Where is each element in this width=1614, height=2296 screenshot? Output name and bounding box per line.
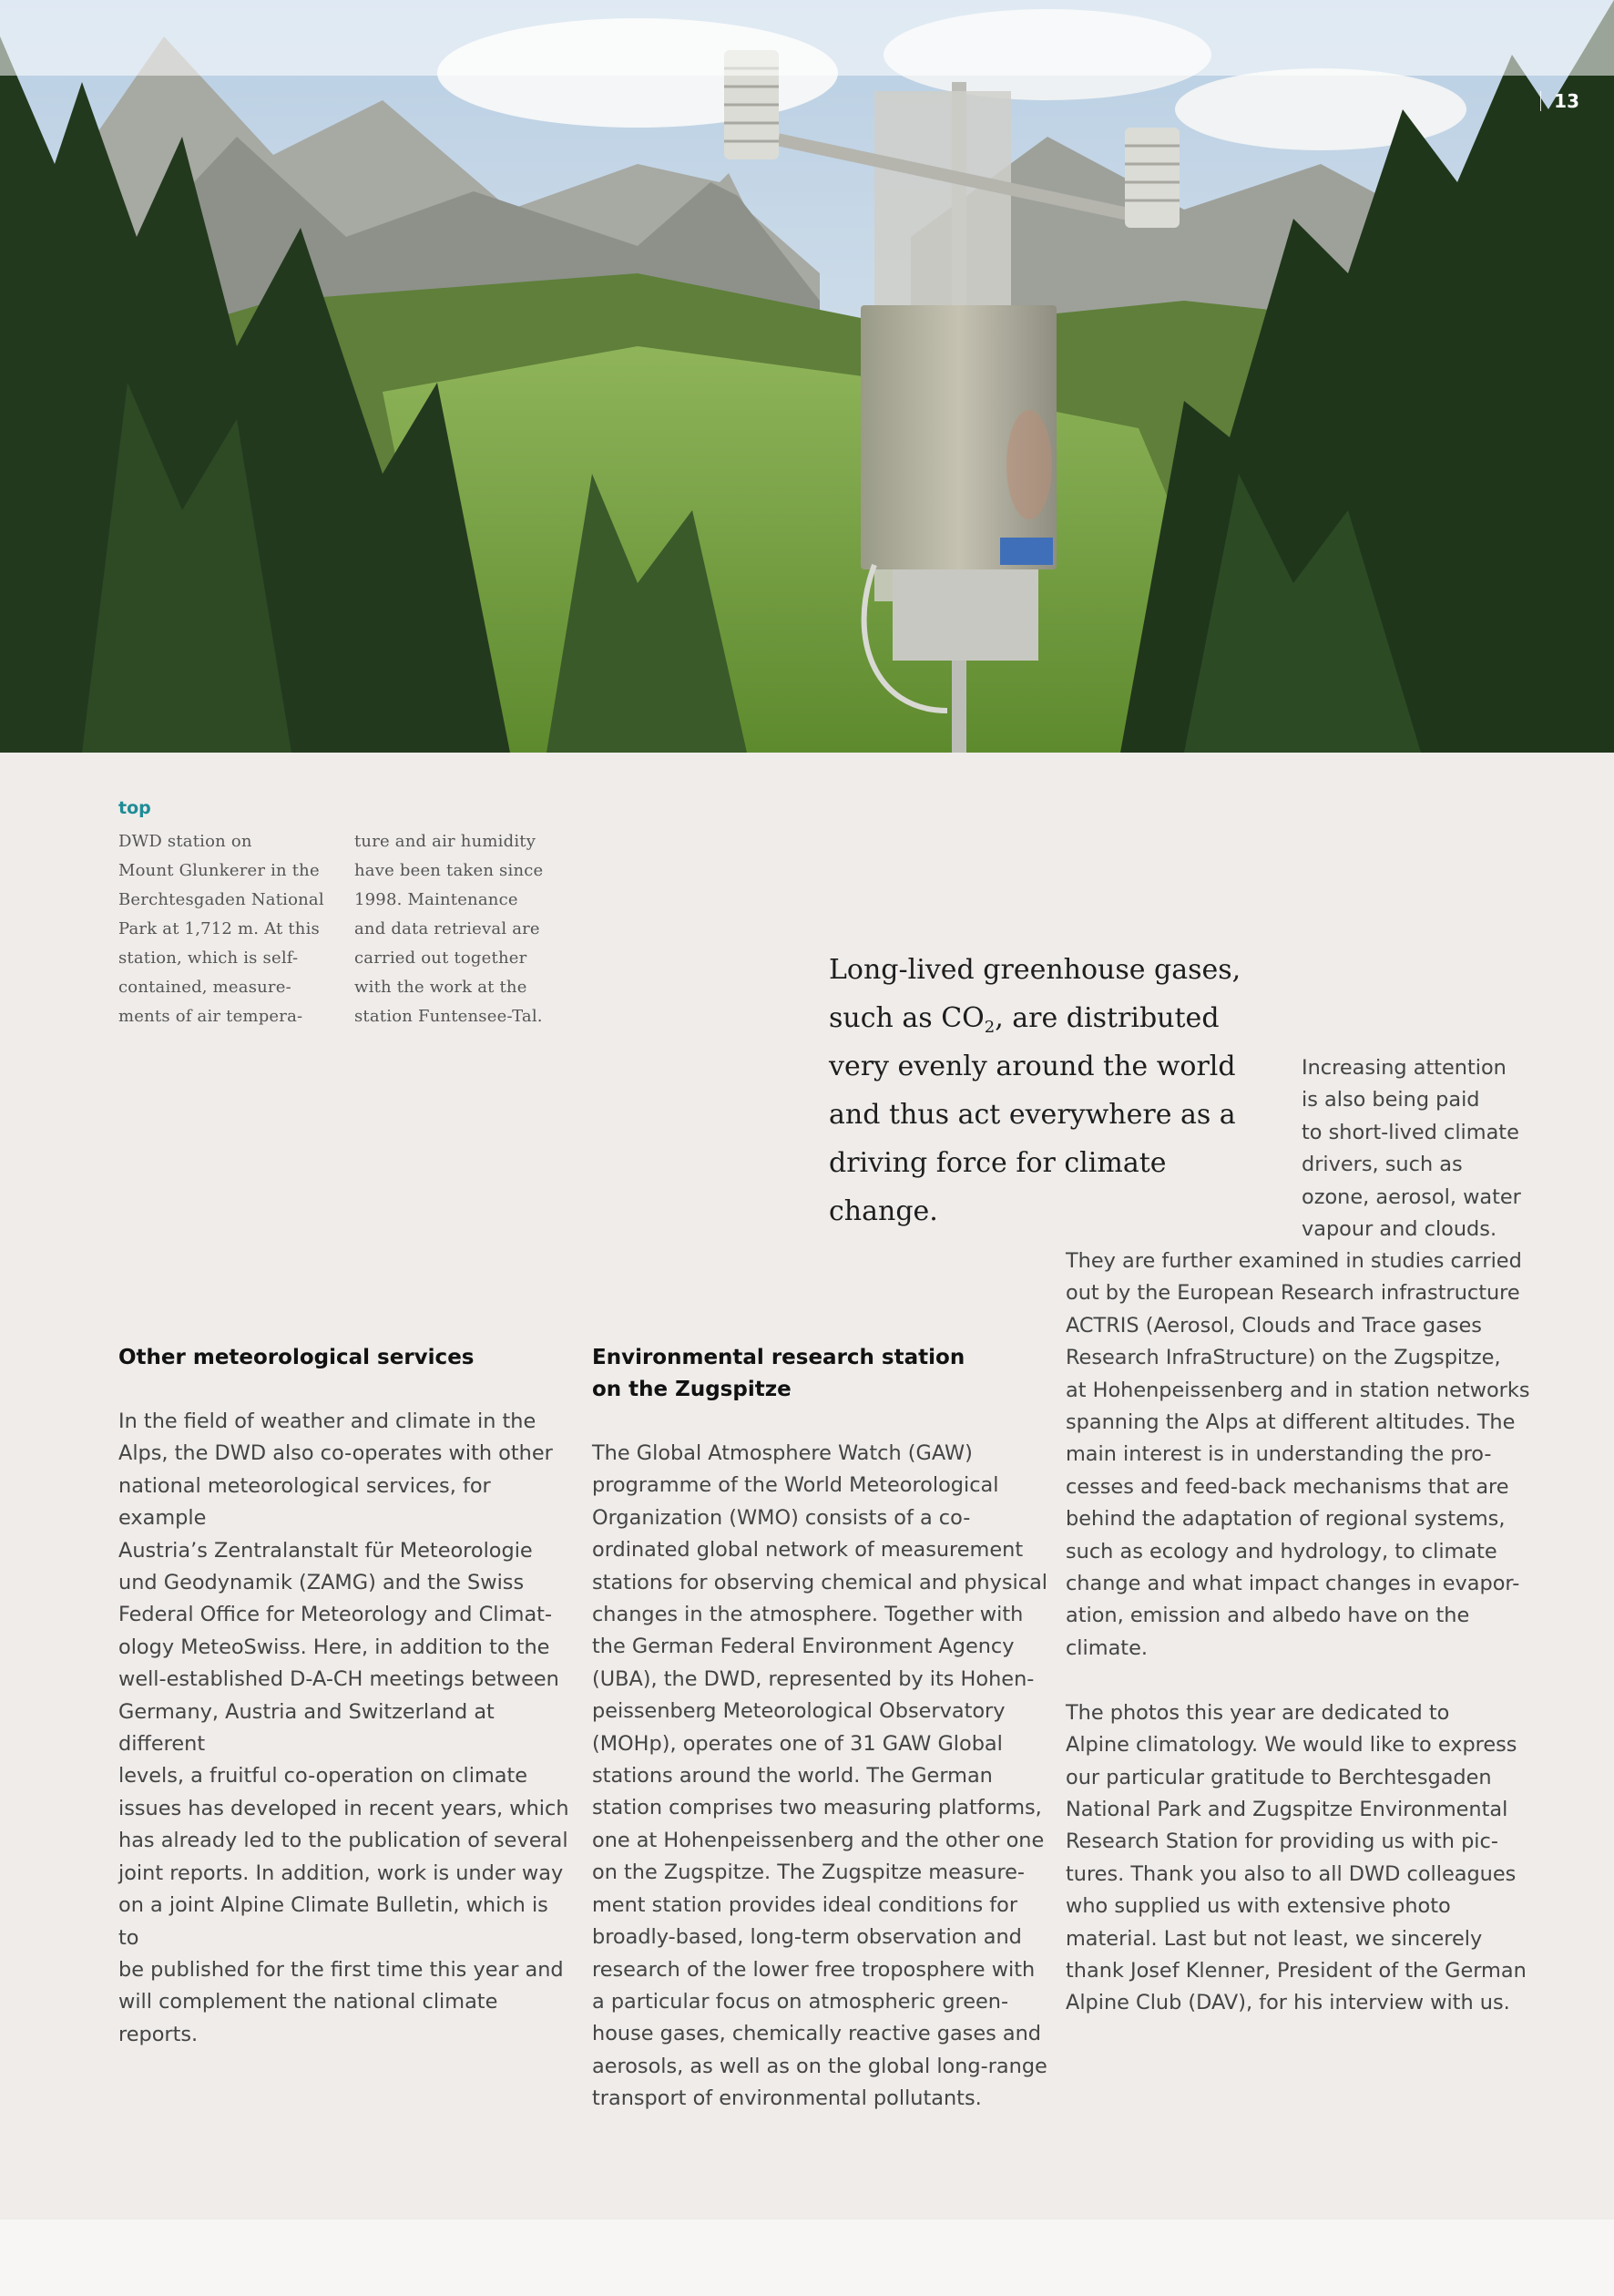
page-footer-band (0, 2219, 1614, 2296)
caption-column-2: ture and air humidity have been taken since 1998. Maintenance and data retrieval are carried out together with the work at the station Funtensee-Tal. (354, 832, 544, 1026)
caption-column-1: DWD station on Mount Glunkerer in the Berchtesgaden National Park at 1,712 m. At this station, which is self- contained, measure- ments of air tempera- (118, 832, 324, 1026)
pull-quote-text-1: Long-lived greenhouse gases, such as CO (829, 954, 1241, 1034)
page-number: 13 (1540, 91, 1579, 111)
pull-quote (829, 946, 1266, 1235)
section-body-short-lived-intro: Increasing attention is also being paid to short-lived climate drivers, such as ozone, aerosol, water vapour and clouds. (1302, 1056, 1521, 1242)
section-body-zugspitze: The Global Atmosphere Watch (GAW) programme of the World Meteorological Organization (WMO) consists of a co- ordinated global network of measurement stations for observing chemical and physical changes in the atmosphere. Together with the German Federal Environment Agency (UBA), the DWD, represented by its Hohen- peissenberg Meteorological Observatory (MOHp), operates one of 31 GAW Global stations around the world. The German station comprises two measuring platforms, one at Hohenpeissenberg and the other one on the Zugspitze. The Zugspitze measure- ment station provides ideal conditions for broadly-based, long-term observation and research of the lower free troposphere with a particular focus on atmospheric green- house gases, chemically reactive gases and aerosols, as well as on the global long-range transport of environmental pollutants. (592, 1441, 1048, 2111)
top-bar (0, 0, 1614, 76)
mountain-photo-icon (0, 0, 1614, 753)
section-heading-zugspitze: Environmental research station on the Zugspitze (592, 1346, 965, 1401)
caption-label: top (118, 798, 151, 818)
section-heading-other-services: Other meteorological services (118, 1346, 475, 1369)
section-body-short-lived-main: They are further examined in studies carried out by the European Research infrastructure ACTRIS (Aerosol, Clouds and Trace gases Research InfraStructure) on the Zugspitze, at Hohenpeissenberg and in station networks spanning the Alps at different altitudes. The main interest is in understanding the pro- cesses and feed-back mechanisms that are behind the adaptation of regional systems, such as ecology and hydrology, to climate change and what impact changes in evapor- ation, emission and albedo have on the climate. The photos this year are dedicated to Alpine climatology. We would like to express our particular gratitude to Berchtesgaden National Park and Zugspitze Environmental Research Station for providing us with pic- tures. Thank you also to all DWD colleagues who supplied us with extensive photo material. Last but not least, we sincerely thank Josef Klenner, President of the German Alpine Club (DAV), for his interview with us. (1066, 1249, 1530, 2015)
pull-quote-text-2: , are distributed very evenly around the world and thus act everywhere as a driving force for climate change. (829, 1002, 1236, 1227)
pull-quote-subscript: 2 (984, 1018, 996, 1037)
header-photo (0, 0, 1614, 753)
section-body-other-services: In the field of weather and climate in the Alps, the DWD also co-operates with other national meteorological services, for example Austria’s Zentralanstalt für Meteorologie und Geodynamik (ZAMG) and the Swiss Federal Office for Meteorology and Climat- ology MeteoSwiss. Here, in addition to the well-established D-A-CH meetings between Germany, Austria and Switzerland at different levels, a fruitful co-operation on climate issues has developed in recent years, which has already led to the publication of several joint reports. In addition, work is under way on a joint Alpine Climate Bulletin, which is to be published for the first time this year and will complement the national climate reports. (118, 1409, 569, 2046)
